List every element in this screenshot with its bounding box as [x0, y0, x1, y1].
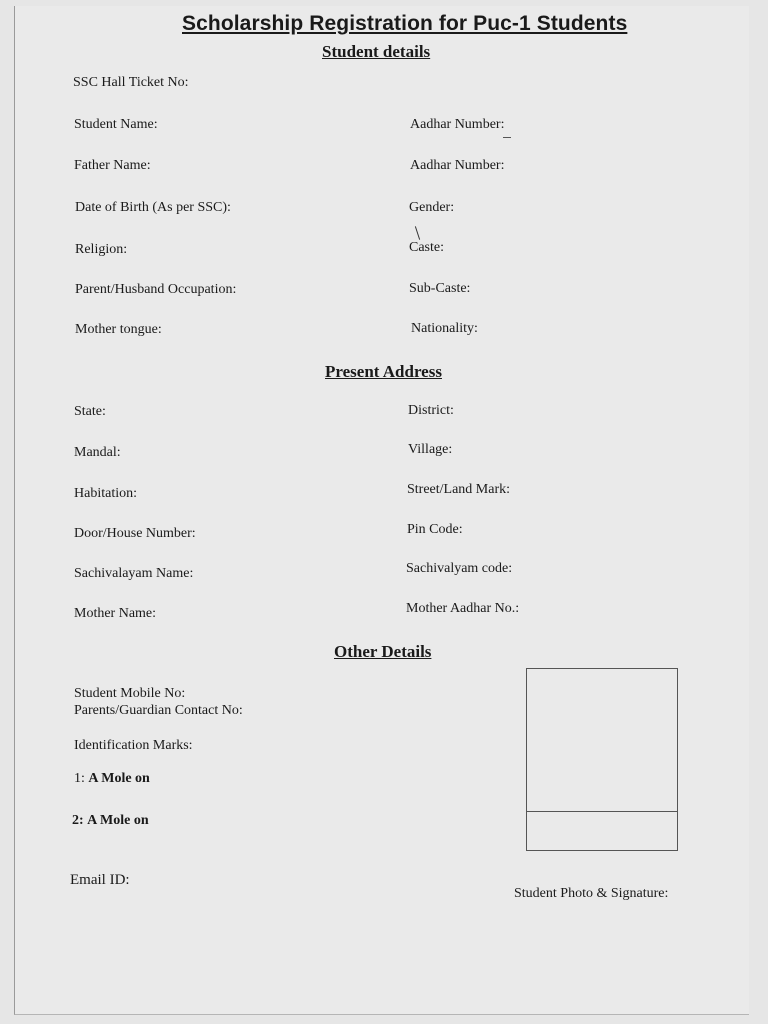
mandal-label: Mandal: — [74, 445, 121, 460]
habitation-label: Habitation: — [74, 486, 137, 501]
section-heading-other-details: Other Details — [334, 642, 432, 661]
photo-signature-label: Student Photo & Signature: — [514, 886, 669, 901]
door-number-label: Door/House Number: — [74, 526, 196, 541]
sachivalyam-code-label: Sachivalyam code: — [406, 561, 513, 576]
signature-divider — [527, 811, 677, 812]
gender-label: Gender: — [409, 200, 455, 215]
student-mobile-label: Student Mobile No: — [74, 686, 186, 701]
ssc-hall-ticket-label: SSC Hall Ticket No: — [73, 75, 189, 90]
village-label: Village: — [408, 442, 453, 457]
mother-name-label: Mother Name: — [74, 606, 157, 621]
father-aadhar-label: Aadhar Number: — [410, 158, 505, 173]
photo-signature-box — [526, 668, 678, 851]
occupation-label: Parent/Husband Occupation: — [75, 282, 237, 297]
street-landmark-label: Street/Land Mark: — [407, 482, 511, 497]
nationality-label: Nationality: — [411, 321, 478, 336]
father-name-label: Father Name: — [74, 158, 151, 173]
email-id-label: Email ID: — [70, 872, 130, 888]
sub-caste-label: Sub-Caste: — [409, 281, 471, 296]
religion-label: Religion: — [75, 242, 128, 257]
mark-1-number: 1: — [74, 771, 85, 786]
identification-marks-label: Identification Marks: — [74, 738, 193, 753]
form-title: Scholarship Registration for Puc-1 Students — [182, 12, 628, 35]
mother-tongue-label: Mother tongue: — [75, 322, 162, 337]
identification-mark-1 — [74, 771, 150, 787]
mark-1-text: A Mole on — [88, 771, 150, 786]
mother-aadhar-label: Mother Aadhar No.: — [406, 601, 520, 616]
district-label: District: — [408, 403, 454, 418]
caste-label: Caste: — [409, 240, 444, 255]
mark-2-text: A Mole on — [87, 813, 149, 828]
parent-contact-label: Parents/Guardian Contact No: — [74, 703, 243, 718]
student-name-label: Student Name: — [74, 117, 158, 132]
state-label: State: — [74, 404, 106, 419]
mark-2-number: 2: — [72, 813, 84, 828]
pen-mark — [503, 137, 511, 138]
section-heading-present-address: Present Address — [325, 362, 442, 381]
student-aadhar-label: Aadhar Number: — [410, 117, 505, 132]
dob-label: Date of Birth (As per SSC): — [75, 200, 231, 215]
section-heading-student-details: Student details — [322, 42, 431, 61]
pin-code-label: Pin Code: — [407, 522, 463, 537]
identification-mark-2 — [72, 813, 149, 829]
sachivalayam-name-label: Sachivalayam Name: — [74, 566, 194, 581]
